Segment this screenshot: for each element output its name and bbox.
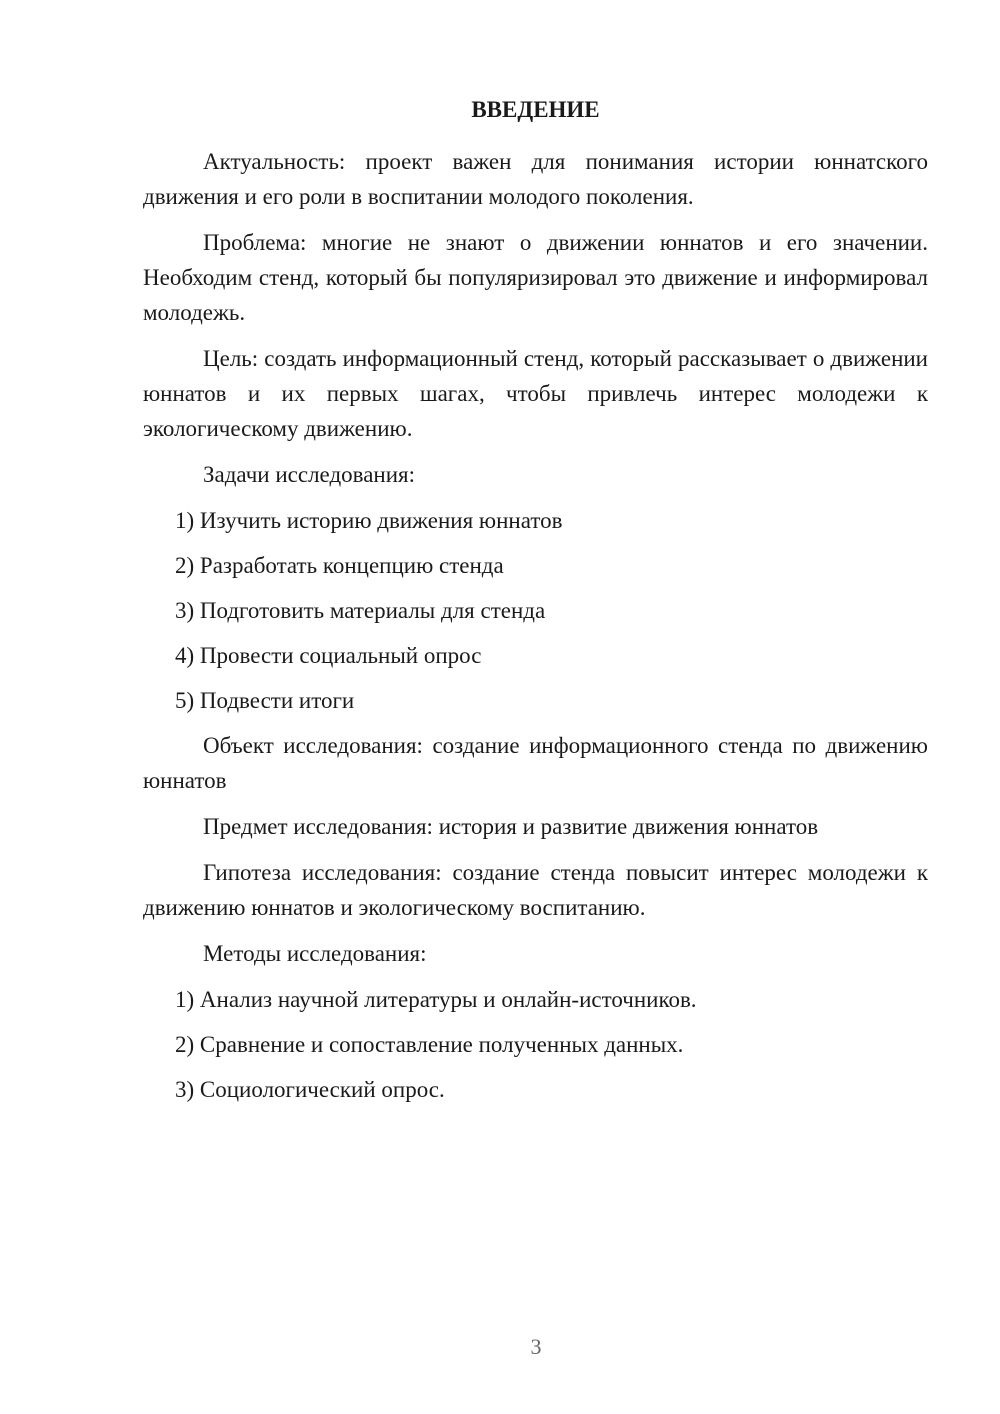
- list-item: 3) Социологический опрос.: [175, 1077, 445, 1102]
- object-paragraph: Объект исследования: создание информационного стенда по движению юннатов: [143, 733, 928, 793]
- subject-paragraph: Предмет исследования: история и развитие движения юннатов: [203, 814, 819, 839]
- list-item: 3) Подготовить материалы для стенда: [175, 598, 546, 623]
- list-item: 2) Разработать концепцию стенда: [175, 553, 504, 578]
- section-title: ВВЕДЕНИЕ: [471, 97, 600, 122]
- tasks-heading: Задачи исследования:: [203, 462, 416, 487]
- list-item: 2) Сравнение и сопоставление полученных данных.: [175, 1032, 684, 1057]
- list-item: 1) Анализ научной литературы и онлайн-источников.: [175, 987, 697, 1012]
- goal-paragraph: Цель: создать информационный стенд, который рассказывает о движении юннатов и их первых шагах, чтобы привлечь интерес молодежи к экологическому движению.: [143, 346, 928, 441]
- page-number: 3: [530, 1334, 542, 1359]
- methods-heading: Методы исследования:: [203, 941, 427, 966]
- tasks-list: [143, 503, 928, 718]
- document-page: [143, 92, 928, 1117]
- hypothesis-paragraph: Гипотеза исследования: создание стенда повысит интерес молодежи к движению юннатов и экологическому воспитанию.: [143, 860, 928, 920]
- list-item: 5) Подвести итоги: [175, 688, 355, 713]
- relevance-paragraph: Актуальность: проект важен для понимания истории юннатского движения и его роли в воспитании молодого поколения.: [143, 149, 928, 209]
- methods-list: [143, 982, 928, 1107]
- list-item: 1) Изучить историю движения юннатов: [175, 508, 563, 533]
- list-item: 4) Провести социальный опрос: [175, 643, 482, 668]
- problem-paragraph: Проблема: многие не знают о движении юннатов и его значении. Необходим стенд, который бы популяризировал это движение и информировал молодежь.: [143, 230, 928, 325]
